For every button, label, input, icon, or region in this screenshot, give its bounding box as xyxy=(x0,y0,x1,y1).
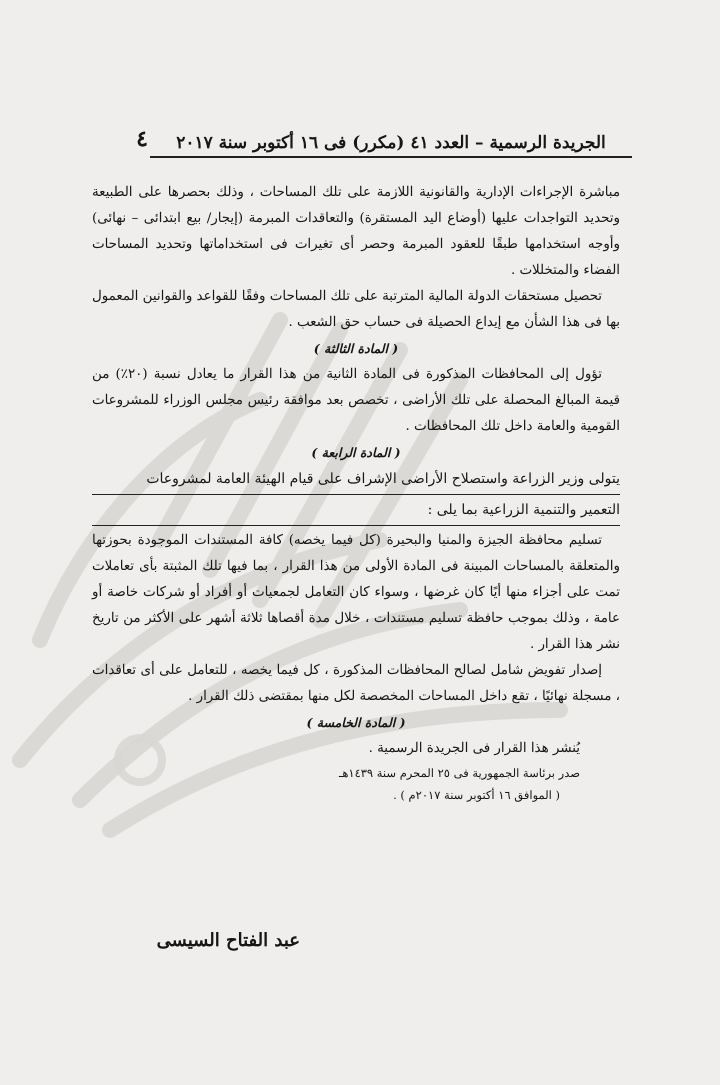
header-title: الجريدة الرسمية – العدد ٤١ (مكرر) فى ١٦ أكتوبر سنة ٢٠١٧ xyxy=(176,133,606,153)
article-item: إصدار تفويض شامل لصالح المحافظات المذكورة ، كل فيما يخصه ، للتعامل على أى تعاقدات ، مسجلة نهائيًا ، تقع داخل المساحات المخصصة لكل منها بمقتضى ذلك القرار . xyxy=(92,663,620,704)
article-heading: ( المادة الثالثة ) xyxy=(313,341,399,356)
page-header xyxy=(150,128,632,158)
signature: عبد الفتاح السيسى xyxy=(156,930,300,951)
page-number: ٤ xyxy=(136,126,148,152)
article-heading: ( المادة الخامسة ) xyxy=(306,715,406,730)
article-text: تؤول إلى المحافظات المذكورة فى المادة الثانية من هذا القرار ما يعادل نسبة (٢٠٪) من قيمة المبالغ المحصلة على تلك الأراضى ، تخصص بعد موافقة رئيس مجلس الوزراء للمشروعات القومية والعامة داخل تلك المحافظات . xyxy=(92,367,620,434)
issued-line: ( الموافق ١٦ أكتوبر سنة ٢٠١٧م ) . xyxy=(393,788,560,802)
paragraph: مباشرة الإجراءات الإدارية والقانونية اللازمة على تلك المساحات ، وذلك بحصرها على الطبيعة وتحديد التواجدات عليها (أوضاع اليد المستقرة) والتعاقدات المبرمة (إيجار/ بيع ابتدائى – نهائى) وأوجه استخدامها طبقًا للعقود المبرمة وحصر أى تغيرات فى استخداماتها وتحديد المساحات الفضاء والمتخللات . xyxy=(92,185,620,278)
article-intro-line: يتولى وزير الزراعة واستصلاح الأراضى الإشراف على قيام الهيئة العامة لمشروعات xyxy=(92,466,620,495)
article-intro-line: التعمير والتنمية الزراعية بما يلى : xyxy=(92,497,620,526)
article-heading: ( المادة الرابعة ) xyxy=(311,445,401,460)
paragraph: تحصيل مستحقات الدولة المالية المترتبة على تلك المساحات وفقًا للقواعد والقوانين المعمول بها فى هذا الشأن مع إيداع الحصيلة فى حساب حق الشعب . xyxy=(92,289,620,330)
issued-line: صدر برئاسة الجمهورية فى ٢٥ المحرم سنة ١٤٣٩هـ xyxy=(338,766,580,780)
article-text: يُنشر هذا القرار فى الجريدة الرسمية . xyxy=(368,741,580,756)
article-item: تسليم محافظة الجيزة والمنيا والبحيرة (كل فيما يخصه) كافة المستندات الموجودة بحوزتها والمتعلقة بالمساحات المبينة فى المادة الأولى من هذا القرار ، بما فيها تلك المثبتة بأى تعاملات تمت على أجزاء منها أيًا كان غرضها ، وسواء كان التعامل لجمعيات أو أفراد أو شركات خاصة أو عامة ، وذلك بموجب حافظة تسليم مستندات ، خلال مدة أقصاها ثلاثة أشهر على الأكثر من تاريخ نشر هذا القرار . xyxy=(92,533,620,652)
document-body xyxy=(92,180,620,806)
